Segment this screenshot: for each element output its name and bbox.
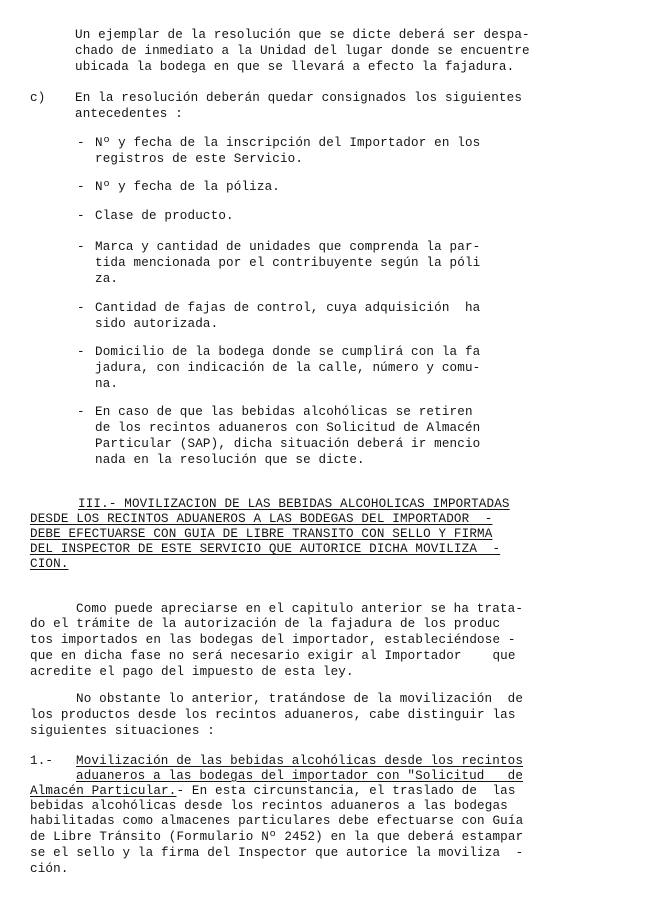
paragraph-1-line: acredite el pago del impuesto de esta ley. bbox=[30, 665, 354, 679]
item-1-title-line-1: Movilización de las bebidas alcohólicas desde los recintos bbox=[76, 754, 524, 768]
paragraph-1-line: Como puede apreciarse en el capitulo anterior se ha trata- bbox=[76, 602, 524, 616]
item-1-title-end: Almacén Particular. bbox=[30, 784, 177, 798]
item-1-title-line-2: aduaneros a las bodegas del importador con "Solicitud de bbox=[76, 769, 524, 783]
list-item-line: de los recintos aduaneros con Solicitud de Almacén bbox=[95, 421, 481, 435]
paragraph-1-line: que en dicha fase no será necesario exigir al Importador que bbox=[30, 649, 516, 663]
paragraph-1-line: do el trámite de la autorización de la fajadura de los produc bbox=[30, 617, 501, 631]
item-1-number: 1.- bbox=[30, 754, 54, 768]
paragraph-2-line: siguientes situaciones : bbox=[30, 724, 215, 738]
bullet-dash: - bbox=[77, 180, 85, 194]
item-1-line-3 bbox=[30, 784, 516, 799]
list-item-line: za. bbox=[95, 272, 119, 286]
section-iii-heading-line-2: DESDE LOS RECINTOS ADUANEROS A LAS BODEGAS DEL IMPORTADOR - bbox=[30, 512, 493, 526]
bullet-dash: - bbox=[77, 345, 85, 359]
list-item-line: Domicilio de la bodega donde se cumplirá con la fa bbox=[95, 345, 481, 359]
list-item-line: na. bbox=[95, 377, 119, 391]
bullet-dash: - bbox=[77, 240, 85, 254]
list-item-line: tida mencionada por el contribuyente según la póli bbox=[95, 256, 481, 270]
paragraph-2-line: los productos desde los recintos aduaneros, cabe distinguir las bbox=[30, 708, 516, 722]
paragraph-2-line: No obstante lo anterior, tratándose de la movilización de bbox=[76, 692, 524, 706]
list-item-line: Nº y fecha de la póliza. bbox=[95, 180, 280, 194]
intro-line-1: Un ejemplar de la resolución que se dicte deberá ser despa- bbox=[75, 28, 530, 42]
section-iii-heading-line-4: DEL INSPECTOR DE ESTE SERVICIO QUE AUTORICE DICHA MOVILIZA - bbox=[30, 542, 501, 556]
item-1-body-line: habilitadas como almacenes particulares debe efectuarse con Guía bbox=[30, 814, 524, 828]
item-1-body-line: ción. bbox=[30, 862, 69, 876]
section-iii-heading-line-5: CION. bbox=[30, 557, 69, 571]
list-item-line: Clase de producto. bbox=[95, 209, 234, 223]
bullet-dash: - bbox=[77, 405, 85, 419]
section-c-marker: c) bbox=[30, 91, 46, 105]
item-1-body-line: se el sello y la firma del Inspector que autorice la moviliza - bbox=[30, 846, 524, 860]
list-item-line: En caso de que las bebidas alcohólicas se retiren bbox=[95, 405, 473, 419]
list-item-line: nada en la resolución que se dicte. bbox=[95, 453, 365, 467]
list-item-line: Nº y fecha de la inscripción del Importador en los bbox=[95, 136, 481, 150]
item-1-line-3-rest: - En esta circunstancia, el traslado de las bbox=[176, 784, 516, 798]
intro-line-2: chado de inmediato a la Unidad del lugar donde se encuentre bbox=[75, 44, 530, 58]
list-item-line: registros de este Servicio. bbox=[95, 152, 304, 166]
paragraph-1-line: tos importados en las bodegas del importador, estableciéndose - bbox=[30, 633, 516, 647]
bullet-dash: - bbox=[77, 301, 85, 315]
list-item-line: sido autorizada. bbox=[95, 317, 219, 331]
section-iii-heading-line-3: DEBE EFECTUARSE CON GUIA DE LIBRE TRANSITO CON SELLO Y FIRMA bbox=[30, 527, 493, 541]
list-item-line: Particular (SAP), dicha situación deberá ir mencio bbox=[95, 437, 481, 451]
item-1-body-line: de Libre Tránsito (Formulario Nº 2452) en la que deberá estampar bbox=[30, 830, 524, 844]
list-item-line: Marca y cantidad de unidades que comprenda la par- bbox=[95, 240, 481, 254]
section-c-lead-line-2: antecedentes : bbox=[75, 107, 183, 121]
bullet-dash: - bbox=[77, 209, 85, 223]
list-item-line: Cantidad de fajas de control, cuya adquisición ha bbox=[95, 301, 481, 315]
section-c-lead-line-1: En la resolución deberán quedar consignados los siguientes bbox=[75, 91, 523, 105]
bullet-dash: - bbox=[77, 136, 85, 150]
item-1-body-line: bebidas alcohólicas desde los recintos aduaneros a las bodegas bbox=[30, 799, 508, 813]
intro-line-3: ubicada la bodega en que se llevará a efecto la fajadura. bbox=[75, 60, 515, 74]
list-item-line: jadura, con indicación de la calle, número y comu- bbox=[95, 361, 481, 375]
section-iii-heading-line-1: III.- MOVILIZACION DE LAS BEBIDAS ALCOHOLICAS IMPORTADAS bbox=[78, 497, 510, 511]
